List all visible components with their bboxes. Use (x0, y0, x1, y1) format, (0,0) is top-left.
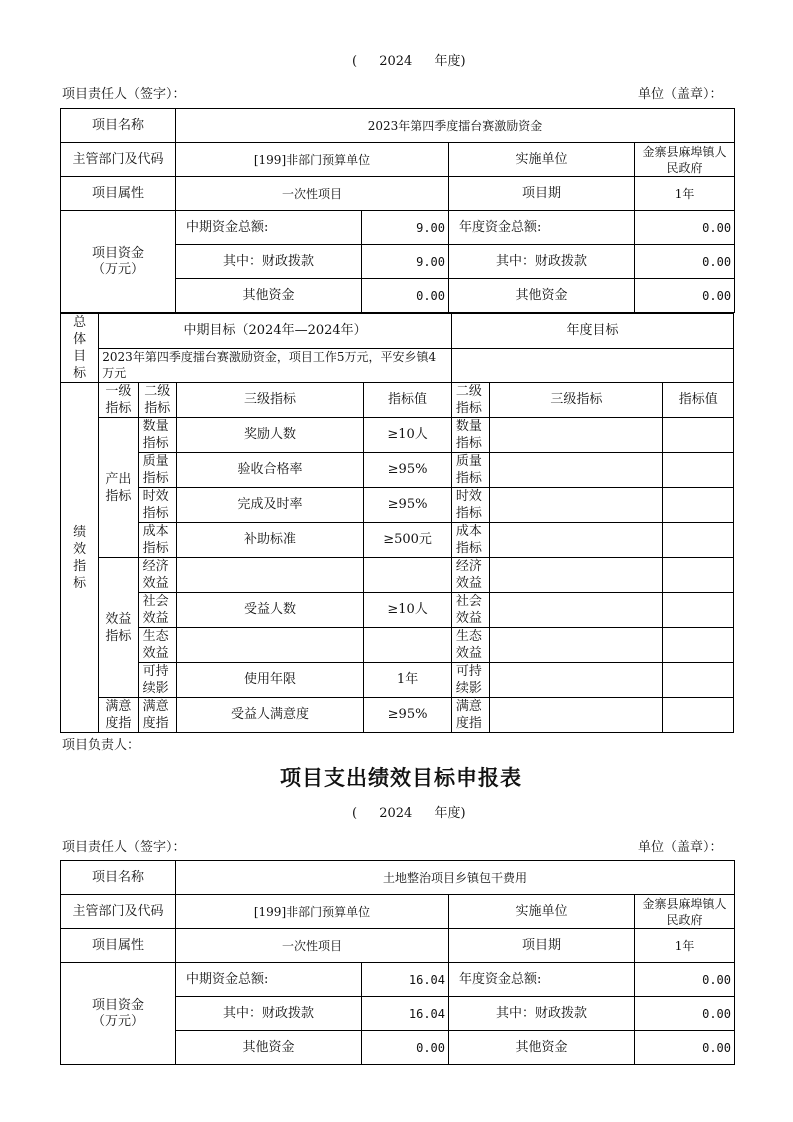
unit-seal-label: 单位（盖章）： (638, 840, 723, 855)
mid-goal-header: 中期目标（2024年—2024年） (99, 314, 452, 349)
year-lvl3 (490, 453, 663, 488)
year-lvl2: 可持续影 (451, 663, 489, 698)
year-lvl3 (490, 593, 663, 628)
year-line-1 (352, 50, 466, 69)
year-lvl3-header: 三级指标 (490, 383, 663, 418)
year-lvl3 (490, 663, 663, 698)
perf-lvl2: 时效指标 (138, 488, 176, 523)
perf-value: ≥95% (364, 453, 452, 488)
perf-lvl3: 受益人满意度 (176, 698, 363, 733)
mid-other-label: 其他资金 (176, 1031, 362, 1065)
year-total-label: 年度资金总额: (449, 963, 635, 997)
year-value: 2024 (379, 806, 413, 821)
year-lvl2: 数量指标 (451, 418, 489, 453)
mid-total-value: 16.04 (362, 963, 449, 997)
mid-fiscal-label: 其中：财政拨款 (176, 245, 362, 279)
year-line-2 (352, 802, 466, 821)
funds-label: 项目资金（万元） (61, 963, 176, 1065)
perf-lvl3: 验收合格率 (176, 453, 363, 488)
perf-value: 1年 (364, 663, 452, 698)
project-info-table-2 (60, 860, 735, 1065)
paren-open: ( (352, 54, 358, 69)
form-title: 项目支出绩效目标申报表 (280, 766, 522, 790)
perf-lvl2: 社会效益 (138, 593, 176, 628)
impl-unit-label: 实施单位 (449, 143, 635, 177)
project-attr-value: 一次性项目 (176, 177, 449, 211)
year-lvl2: 时效指标 (451, 488, 489, 523)
project-info-table-1 (60, 108, 735, 313)
project-name-label: 项目名称 (61, 861, 176, 895)
year-value (663, 628, 734, 663)
year-lvl3 (490, 558, 663, 593)
perf-indicator-label: 绩效指标 (61, 383, 99, 733)
year-lvl2: 经济效益 (451, 558, 489, 593)
perf-value: ≥95% (364, 488, 452, 523)
year-lvl3 (490, 418, 663, 453)
lvl2-header: 二级指标 (138, 383, 176, 418)
project-period-label: 项目期 (449, 929, 635, 963)
mid-other-value: 0.00 (362, 1031, 449, 1065)
perf-lvl3 (176, 558, 363, 593)
perf-value: ≥500元 (364, 523, 452, 558)
year-other-label: 其他资金 (449, 279, 635, 313)
mid-goal-text: 2023年第四季度擂台赛激励资金，项目工作5万元，平安乡镇4万元 (99, 348, 452, 383)
year-lvl3 (490, 488, 663, 523)
year-lvl2: 质量指标 (451, 453, 489, 488)
dept-label: 主管部门及代码 (61, 895, 176, 929)
year-total-value: 0.00 (635, 211, 735, 245)
funds-label: 项目资金（万元） (61, 211, 176, 313)
perf-lvl3: 奖励人数 (176, 418, 363, 453)
year-other-value: 0.00 (635, 279, 735, 313)
perf-lvl2: 生态效益 (138, 628, 176, 663)
impl-unit-value: 金寨县麻埠镇人民政府 (635, 143, 735, 177)
year-value: 2024 (379, 54, 413, 69)
year-lvl2-header: 二级指标 (451, 383, 489, 418)
perf-lvl2: 满意度指 (138, 698, 176, 733)
year-total-label: 年度资金总额: (449, 211, 635, 245)
perf-value: ≥10人 (364, 593, 452, 628)
perf-value: ≥10人 (364, 418, 452, 453)
year-fiscal-label: 其中：财政拨款 (449, 997, 635, 1031)
year-lvl2: 社会效益 (451, 593, 489, 628)
dept-label: 主管部门及代码 (61, 143, 176, 177)
value-header: 指标值 (364, 383, 452, 418)
perf-lvl2: 可持续影 (138, 663, 176, 698)
project-attr-label: 项目属性 (61, 177, 176, 211)
year-label: 年度) (434, 54, 466, 69)
satisfaction-group-label: 满意度指 (99, 698, 138, 733)
year-label: 年度) (434, 806, 466, 821)
unit-seal-label: 单位（盖章）： (638, 87, 723, 102)
project-period-label: 项目期 (449, 177, 635, 211)
perf-lvl3: 完成及时率 (176, 488, 363, 523)
year-fiscal-value: 0.00 (635, 997, 735, 1031)
project-name-value: 2023年第四季度擂台赛激励资金 (176, 109, 735, 143)
perf-lvl3 (176, 628, 363, 663)
perf-lvl2: 经济效益 (138, 558, 176, 593)
year-goal-header: 年度目标 (451, 314, 733, 349)
project-attr-label: 项目属性 (61, 929, 176, 963)
output-group-label: 产出指标 (99, 418, 138, 558)
responsible-signature-label: 项目责任人（签字）： (62, 87, 186, 102)
year-lvl3 (490, 628, 663, 663)
year-value (663, 593, 734, 628)
impl-unit-value: 金寨县麻埠镇人民政府 (635, 895, 735, 929)
perf-value (364, 558, 452, 593)
year-value (663, 558, 734, 593)
dept-value: [199]非部门预算单位 (176, 895, 449, 929)
perf-value (364, 628, 452, 663)
mid-total-label: 中期资金总额: (176, 963, 362, 997)
project-owner-label: 项目负责人： (62, 738, 141, 753)
mid-total-label: 中期资金总额: (176, 211, 362, 245)
year-lvl3 (490, 523, 663, 558)
mid-other-label: 其他资金 (176, 279, 362, 313)
mid-fiscal-value: 16.04 (362, 997, 449, 1031)
year-lvl3 (490, 698, 663, 733)
year-lvl2: 生态效益 (451, 628, 489, 663)
project-name-label: 项目名称 (61, 109, 176, 143)
perf-lvl2: 数量指标 (138, 418, 176, 453)
dept-value: [199]非部门预算单位 (176, 143, 449, 177)
lvl1-header: 一级指标 (99, 383, 138, 418)
impl-unit-label: 实施单位 (449, 895, 635, 929)
project-name-value: 土地整治项目乡镇包干费用 (176, 861, 735, 895)
year-fiscal-label: 其中：财政拨款 (449, 245, 635, 279)
project-period-value: 1年 (635, 929, 735, 963)
perf-lvl2: 质量指标 (138, 453, 176, 488)
year-lvl2: 成本指标 (451, 523, 489, 558)
year-value (663, 663, 734, 698)
perf-lvl3: 受益人数 (176, 593, 363, 628)
year-value (663, 418, 734, 453)
mid-other-value: 0.00 (362, 279, 449, 313)
year-goal-text (451, 348, 733, 383)
year-fiscal-value: 0.00 (635, 245, 735, 279)
perf-lvl2: 成本指标 (138, 523, 176, 558)
mid-fiscal-label: 其中：财政拨款 (176, 997, 362, 1031)
goals-performance-table-1 (60, 313, 734, 733)
project-attr-value: 一次性项目 (176, 929, 449, 963)
project-period-value: 1年 (635, 177, 735, 211)
year-value (663, 698, 734, 733)
responsible-signature-label: 项目责任人（签字）： (62, 840, 186, 855)
lvl3-header: 三级指标 (176, 383, 363, 418)
overall-goal-label: 总体目标 (61, 314, 99, 383)
year-other-value: 0.00 (635, 1031, 735, 1065)
perf-lvl3: 使用年限 (176, 663, 363, 698)
mid-fiscal-value: 9.00 (362, 245, 449, 279)
benefit-group-label: 效益指标 (99, 558, 138, 698)
year-other-label: 其他资金 (449, 1031, 635, 1065)
perf-lvl3: 补助标准 (176, 523, 363, 558)
perf-value: ≥95% (364, 698, 452, 733)
year-total-value: 0.00 (635, 963, 735, 997)
year-value (663, 453, 734, 488)
year-value (663, 488, 734, 523)
year-value-header: 指标值 (663, 383, 734, 418)
year-lvl2: 满意度指 (451, 698, 489, 733)
mid-total-value: 9.00 (362, 211, 449, 245)
paren-open: ( (352, 806, 358, 821)
year-value (663, 523, 734, 558)
